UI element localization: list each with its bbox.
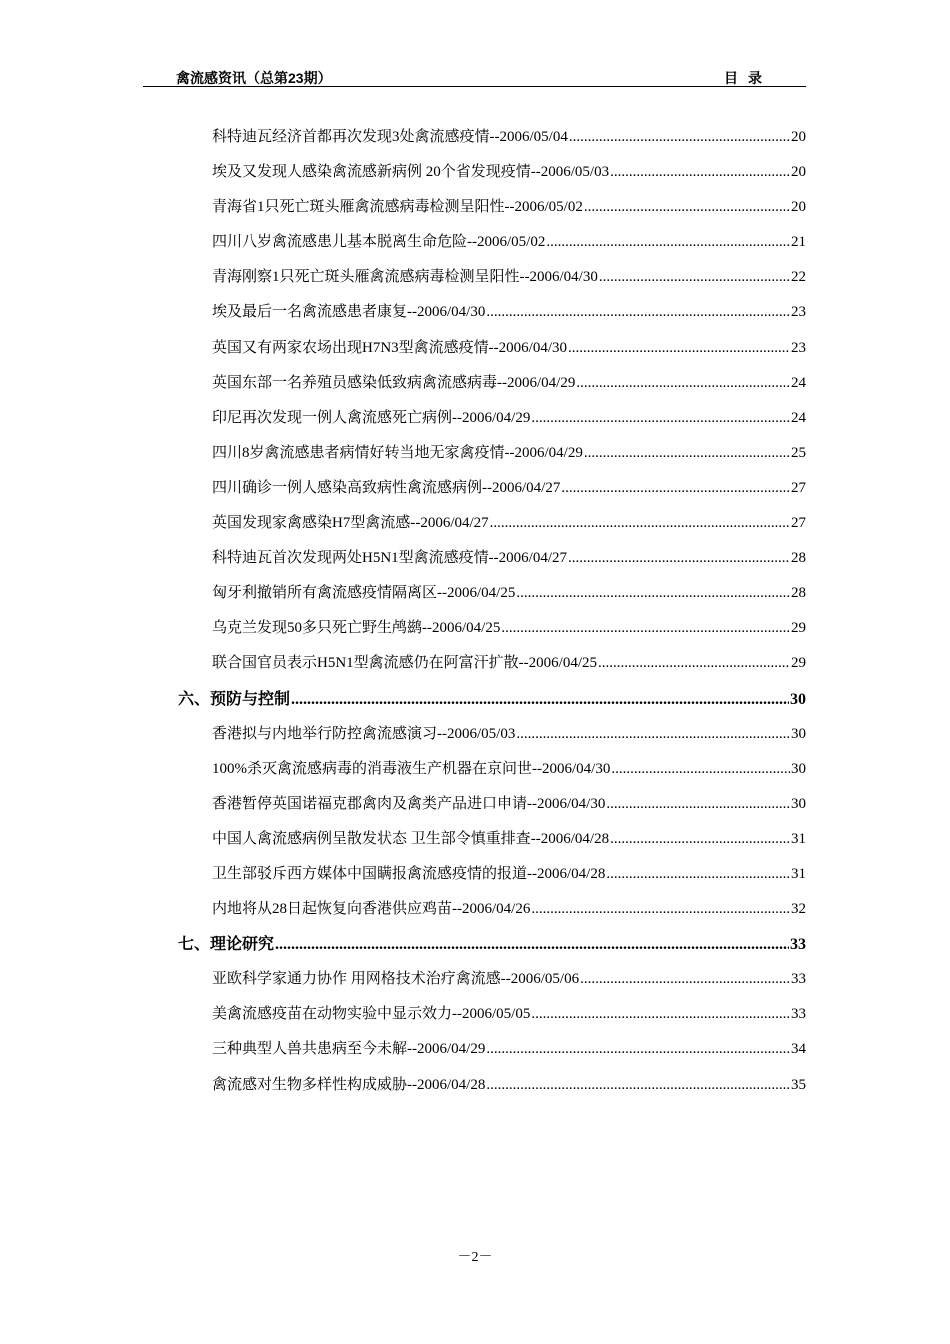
toc-entry[interactable] — [178, 541, 806, 576]
dot-leader — [569, 120, 790, 155]
toc-entry[interactable] — [178, 822, 806, 857]
toc-entry[interactable] — [178, 190, 806, 225]
toc-page-number: 23 — [791, 304, 806, 321]
toc-entry-title: 禽流感对生物多样性构成威胁--2006/04/28 — [212, 1076, 486, 1093]
dot-leader — [275, 927, 789, 962]
toc-section-heading[interactable] — [178, 927, 806, 962]
toc-entry-title: 青海刚察1只死亡斑头雁禽流感病毒检测呈阳性--2006/04/30 — [212, 269, 598, 286]
toc-page-number: 30 — [791, 795, 806, 812]
toc-entry[interactable] — [178, 752, 806, 787]
toc-page-number: 24 — [791, 409, 806, 426]
toc-page-number: 30 — [790, 690, 806, 708]
toc-page-number: 22 — [791, 269, 806, 286]
dot-leader — [576, 366, 790, 401]
dot-leader — [610, 155, 790, 190]
dot-leader — [599, 260, 790, 295]
dot-leader — [531, 997, 790, 1032]
toc-entry-title: 美禽流感疫苗在动物实验中显示效力--2006/05/05 — [212, 1006, 531, 1023]
toc-page-number: 32 — [791, 901, 806, 918]
toc-entry[interactable] — [178, 892, 806, 927]
dot-leader — [291, 682, 789, 717]
dot-leader — [598, 646, 790, 681]
toc-entry-title: 亚欧科学家通力协作 用网格技术治疗禽流感--2006/05/06 — [212, 971, 580, 988]
toc-entry-title: 香港暂停英国诺福克郡禽肉及禽类产品进口申请--2006/04/30 — [212, 795, 606, 812]
toc-entry-title: 埃及最后一名禽流感患者康复--2006/04/30 — [212, 304, 486, 321]
toc-section-heading[interactable] — [178, 682, 806, 717]
dot-leader — [490, 506, 790, 541]
dot-leader — [610, 822, 790, 857]
dot-leader — [561, 471, 790, 506]
toc-page-number: 31 — [791, 865, 806, 882]
dot-leader — [486, 1032, 790, 1067]
toc-entry[interactable] — [178, 997, 806, 1032]
dot-leader — [516, 717, 790, 752]
toc-entry-title: 六、预防与控制 — [178, 690, 291, 708]
toc-entry-title: 青海省1只死亡斑头雁禽流感病毒检测呈阳性--2006/05/02 — [212, 199, 583, 216]
toc-page-number: 31 — [791, 830, 806, 847]
toc-page-number: 24 — [791, 374, 806, 391]
toc-entry[interactable] — [178, 225, 806, 260]
dot-leader — [531, 892, 790, 927]
toc-entry-title: 埃及又发现人感染禽流感新病例 20个省发现疫情--2006/05/03 — [212, 164, 610, 181]
toc-entry-title: 印尼再次发现一例人禽流感死亡病例--2006/04/29 — [212, 409, 531, 426]
toc-page-number: 29 — [791, 620, 806, 637]
header-section: 目录 — [724, 70, 772, 86]
dot-leader — [568, 541, 790, 576]
toc-entry[interactable] — [178, 436, 806, 471]
toc-entry-title: 卫生部驳斥西方媒体中国瞒报禽流感疫情的报道--2006/04/28 — [212, 865, 606, 882]
toc-entry-title: 四川8岁禽流感患者病情好转当地无家禽疫情--2006/04/29 — [212, 444, 583, 461]
toc-page-number: 25 — [791, 444, 806, 461]
toc-entry-title: 内地将从28日起恢复向香港供应鸡苗--2006/04/26 — [212, 901, 531, 918]
toc-page-number: 28 — [791, 585, 806, 602]
toc-entry[interactable] — [178, 962, 806, 997]
toc-entry-title: 三种典型人兽共患病至今未解--2006/04/29 — [212, 1041, 486, 1058]
toc-page-number: 28 — [791, 550, 806, 567]
toc-entry-title: 乌克兰发现50多只死亡野生鸬鹚--2006/04/25 — [212, 620, 501, 637]
toc-entry[interactable] — [178, 120, 806, 155]
toc-entry[interactable] — [178, 1068, 806, 1103]
dot-leader — [546, 225, 790, 260]
toc-entry[interactable] — [178, 646, 806, 681]
toc-entry[interactable] — [178, 787, 806, 822]
toc-page-number: 20 — [791, 164, 806, 181]
toc-page-number: 33 — [791, 971, 806, 988]
dot-leader — [580, 962, 790, 997]
toc-page-number: 23 — [791, 339, 806, 356]
toc-entry-title: 中国人禽流感病例呈散发状态 卫生部令慎重排查--2006/04/28 — [212, 830, 610, 847]
dot-leader — [486, 1068, 790, 1103]
toc-page-number: 30 — [791, 760, 806, 777]
toc-entry-title: 七、理论研究 — [178, 936, 275, 954]
toc-page-number: 29 — [791, 655, 806, 672]
toc-entry-title: 英国发现家禽感染H7型禽流感--2006/04/27 — [212, 515, 489, 532]
toc-entry-title: 科特迪瓦经济首都再次发现3处禽流感疫情--2006/05/04 — [212, 129, 568, 145]
toc-entry[interactable] — [178, 611, 806, 646]
toc-page-number: 30 — [791, 725, 806, 742]
toc-entry[interactable] — [178, 1032, 806, 1067]
toc-entry[interactable] — [178, 155, 806, 190]
toc-entry-title: 英国又有两家农场出现H7N3型禽流感疫情--2006/04/30 — [212, 339, 567, 356]
dot-leader — [606, 857, 790, 892]
toc-entry[interactable] — [178, 471, 806, 506]
dot-leader — [568, 331, 790, 366]
dot-leader — [584, 190, 790, 225]
toc-entry[interactable] — [178, 260, 806, 295]
toc-entry-title: 匈牙利撤销所有禽流感疫情隔离区--2006/04/25 — [212, 585, 516, 602]
dot-leader — [486, 295, 790, 330]
toc-page-number: 27 — [791, 515, 806, 532]
dot-leader — [611, 752, 790, 787]
header-title: 禽流感资讯（总第23期） — [176, 70, 332, 86]
toc-entry[interactable] — [178, 295, 806, 330]
toc-entry-title: 英国东部一名养殖员感染低致病禽流感病毒--2006/04/29 — [212, 374, 576, 391]
dot-leader — [531, 401, 790, 436]
toc-entry[interactable] — [178, 717, 806, 752]
toc-page-number: 21 — [791, 234, 806, 251]
table-of-contents — [178, 120, 806, 1103]
toc-page-number: 35 — [791, 1076, 806, 1093]
toc-entry-title: 科特迪瓦首次发现两处H5N1型禽流感疫情--2006/04/27 — [212, 550, 567, 567]
page-number: －2－ — [457, 1250, 493, 1265]
toc-entry[interactable] — [178, 857, 806, 892]
toc-entry-title: 四川确诊一例人感染高致病性禽流感病例--2006/04/27 — [212, 479, 561, 496]
dot-leader — [501, 611, 790, 646]
dot-leader — [584, 436, 790, 471]
dot-leader — [606, 787, 790, 822]
toc-entry-title: 香港拟与内地举行防控禽流感演习--2006/05/03 — [212, 725, 516, 742]
toc-entry[interactable] — [178, 576, 806, 611]
toc-page-number: 33 — [790, 936, 806, 954]
dot-leader — [516, 576, 790, 611]
toc-entry-title: 联合国官员表示H5N1型禽流感仍在阿富汗扩散--2006/04/25 — [212, 655, 597, 672]
page-header — [143, 66, 806, 87]
toc-entry[interactable] — [178, 506, 806, 541]
toc-entry-title: 100%杀灭禽流感病毒的消毒液生产机器在京问世--2006/04/30 — [212, 760, 611, 777]
toc-page-number: 34 — [791, 1041, 806, 1058]
toc-entry-title: 四川八岁禽流感患儿基本脱离生命危险--2006/05/02 — [212, 234, 546, 251]
toc-entry[interactable] — [178, 401, 806, 436]
toc-page-number: 20 — [791, 129, 806, 145]
toc-page-number: 20 — [791, 199, 806, 216]
toc-page-number: 33 — [791, 1006, 806, 1023]
toc-entry[interactable] — [178, 366, 806, 401]
toc-entry[interactable] — [178, 331, 806, 366]
toc-page-number: 27 — [791, 479, 806, 496]
